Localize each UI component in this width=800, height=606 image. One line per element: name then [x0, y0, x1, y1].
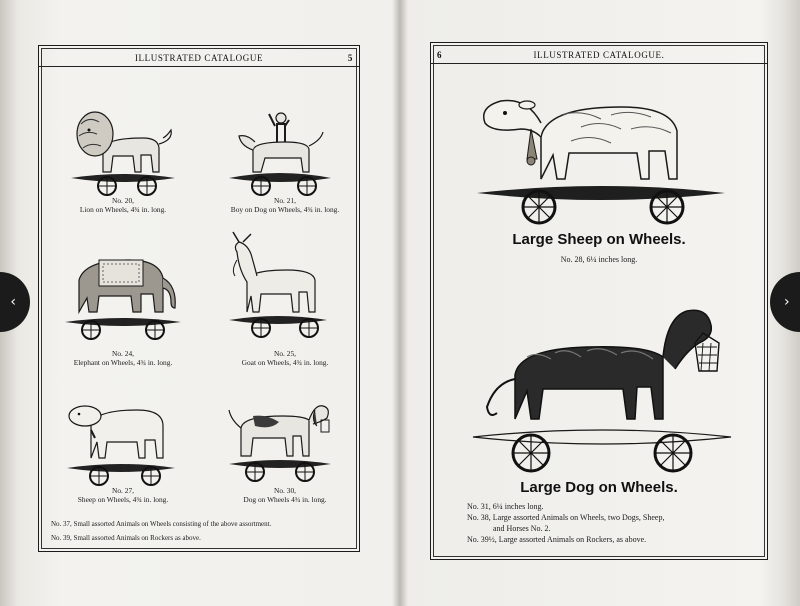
item-21-desc: Boy on Dog on Wheels, 4¾ in. long. [230, 205, 340, 214]
right-page-number: 6 [437, 50, 443, 60]
item-27-no: No. 27, [112, 486, 134, 495]
item-30-desc: Dog on Wheels 4¾ in. long. [243, 495, 327, 504]
large-sheep-illustration [471, 67, 731, 229]
boy-on-dog-toy-illustration [225, 106, 335, 196]
elephant-toy-illustration [59, 242, 187, 344]
lion-toy-illustration [63, 100, 183, 198]
left-page-header [39, 50, 359, 67]
large-dog-illustration [467, 287, 737, 479]
right-page-frame [430, 42, 768, 560]
large-dog-title: Large Dog on Wheels. [520, 479, 678, 496]
right-note-39-half: No. 39½, Large assorted Animals on Rockers, as above. [467, 535, 647, 544]
left-note-37: No. 37, Small assorted Animals on Wheels consisting of the above assortment. [51, 520, 272, 528]
left-page-number: 5 [347, 53, 353, 63]
dog-toy-illustration [223, 386, 337, 484]
item-27-desc: Sheep on Wheels, 4¾ in. long. [77, 495, 169, 504]
item-24-desc: Elephant on Wheels, 4¾ in. long. [73, 358, 173, 367]
item-30-no: No. 30, [274, 486, 296, 495]
right-note-38: No. 38, Large assorted Animals on Wheels, two Dogs, Sheep, [467, 513, 665, 522]
goat-toy-illustration [221, 230, 335, 342]
chevron-left-icon: ‹ [10, 294, 16, 310]
chevron-right-icon: › [784, 294, 790, 310]
right-note-31: No. 31, 6¼ inches long. [467, 502, 544, 511]
item-20-desc: Lion on Wheels, 4¾ in. long. [79, 205, 167, 214]
right-page-header [431, 47, 767, 64]
left-note-39: No. 39, Small assorted Animals on Rockers as above. [51, 534, 201, 542]
left-page-frame [38, 45, 360, 552]
item-20-no: No. 20, [112, 196, 134, 205]
large-sheep-title: Large Sheep on Wheels. [512, 231, 686, 248]
left-header-title: ILLUSTRATED CATALOGUE [134, 53, 264, 63]
right-header-title: ILLUSTRATED CATALOGUE. [533, 50, 665, 60]
item-25-desc: Goat on Wheels, 4¾ in. long. [241, 358, 329, 367]
item-21-no: No. 21, [274, 196, 296, 205]
sheep-toy-illustration [61, 388, 181, 488]
large-sheep-subtitle: No. 28, 6¼ inches long. [560, 255, 638, 264]
right-note-38-cont: and Horses No. 2. [493, 524, 551, 533]
right-page [400, 0, 800, 606]
item-24-no: No. 24, [112, 349, 134, 358]
item-25-no: No. 25, [274, 349, 296, 358]
